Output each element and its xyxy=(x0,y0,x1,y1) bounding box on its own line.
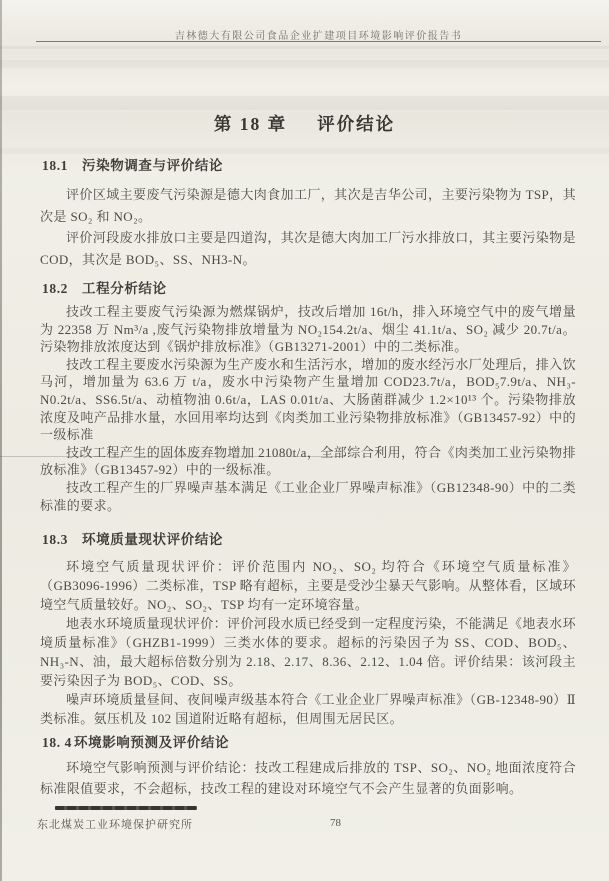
section-heading-18-1 xyxy=(42,154,223,174)
section-heading-18-3 xyxy=(42,528,223,548)
chapter-number: 第 18 章 xyxy=(213,114,288,134)
paragraph: 评价区域主要废气污染源是德大肉食加工厂，其次是吉华公司，主要污染物为 TSP，其次是 SO₂ 和 NO₂。 xyxy=(40,187,576,224)
section-body-18-1 xyxy=(40,184,576,270)
page-number: 78 xyxy=(330,817,341,829)
section-number: 18.2 xyxy=(42,281,69,296)
section-number: 18.1 xyxy=(42,158,69,173)
section-heading-text: 工程分析结论 xyxy=(82,281,167,296)
paragraph: 技改工程产生的厂界噪声基本满足《工业企业厂界噪声标准》（GB12348-90）中的二类标准的要求。 xyxy=(40,479,576,513)
section-body-18-3 xyxy=(40,557,576,728)
section-heading-18-2 xyxy=(42,277,167,297)
chapter-title xyxy=(0,111,609,136)
section-body-18-4 xyxy=(40,757,576,799)
running-header: 吉林德大有限公司食品企业扩建项目环境影响评价报告书 xyxy=(174,31,463,42)
paragraph: 技改工程主要废水污染源为生产废水和生活污水，增加的废水经污水厂处理后，排入饮马河，增加量为 63.6 万 t/a，废水中污染物产生量增加 COD23.7t/a，BOD₅7.9t/a、NH₃-N0.2t/a、SS6.5t/a、动植物油 0.6t/a，LAS 0.01t/a、大肠菌群减少 1.2×10¹³ 个。污染物排放浓度及吨产品排水量，水回用率均达到《肉类加工业污染物排放标准》（GB13457-92）中的一级标准 xyxy=(40,356,576,443)
paragraph: 技改工程产生的固体废弃物增加 21080t/a，全部综合利用，符合《肉类加工业污染物排放标准》（GB13457-92）中的一级标准。 xyxy=(40,444,576,478)
section-heading-18-4 xyxy=(42,731,229,751)
footer-organization: 东北煤炭工业环境保护研究所 xyxy=(37,819,193,831)
section-heading-text: 环境质量现状评价结论 xyxy=(82,532,224,547)
paragraph: 噪声环境质量昼间、夜间噪声级基本符合《工业企业厂界噪声标准》（GB-12348-90）Ⅱ类标准。氨压机及 102 国道附近略有超标，但周围无居民区。 xyxy=(40,692,576,726)
paragraph: 评价河段废水排放口主要是四道沟，其次是德大肉加工厂污水排放口，其主要污染物是 COD，其次是 BOD₅、SS、NH3-N。 xyxy=(40,230,576,267)
header-rule xyxy=(36,41,601,42)
section-heading-text: 污染物调查与评价结论 xyxy=(82,158,224,173)
scan-streak xyxy=(0,46,609,49)
section-heading-text: 环境影响预测及评价结论 xyxy=(74,735,230,750)
section-body-18-2 xyxy=(40,303,576,514)
section-number: 18. 4 xyxy=(42,735,72,750)
scan-streak xyxy=(0,60,609,68)
paragraph: 环境空气质量现状评价：评价范围内 NO₂、SO₂ 均符合《环境空气质量标准》（GB3096-1996）二类标准，TSP 略有超标，主要是受沙尘暴天气影响。从整体看，区域环境空气质量较好。NO₂、SO₂、TSP 均有一定环境容量。 xyxy=(40,559,576,612)
paragraph: 地表水环境质量现状评价：评价河段水质已经受到一定程度污染，不能满足《地表水环境质量标准》（GHZB1-1999）三类水体的要求。超标的污染因子为 SS、COD、BOD₅、NH₃-N、油，最大超标倍数分别为 2.18、2.17、8.36、2.12、1.04 倍。评价结果：该河段主要污染因子为 BOD₅、COD、SS。 xyxy=(40,616,576,688)
footer-rule-mark xyxy=(55,806,197,810)
scan-streak xyxy=(0,96,609,110)
chapter-name: 评价结论 xyxy=(317,114,396,134)
section-number: 18.3 xyxy=(42,532,69,547)
paragraph: 技改工程主要废气污染源为燃煤锅炉，技改后增加 16t/h，排入环境空气中的废气增量为 22358 万 Nm³/a ,废气污染物排放增量为 NO₂154.2t/a、烟尘 41.1t/a、SO₂ 减少 20.7t/a。污染物排放浓度达到《锅炉排放标准》（GB13271-2001）中的二类标准。 xyxy=(40,304,576,355)
paragraph: 环境空气影响预测与评价结论：技改工程建成后排放的 TSP、SO₂、NO₂ 地面浓度符合标准限值要求，不会超标，技改工程的建设对环境空气不会产生显著的负面影响。 xyxy=(40,760,576,796)
